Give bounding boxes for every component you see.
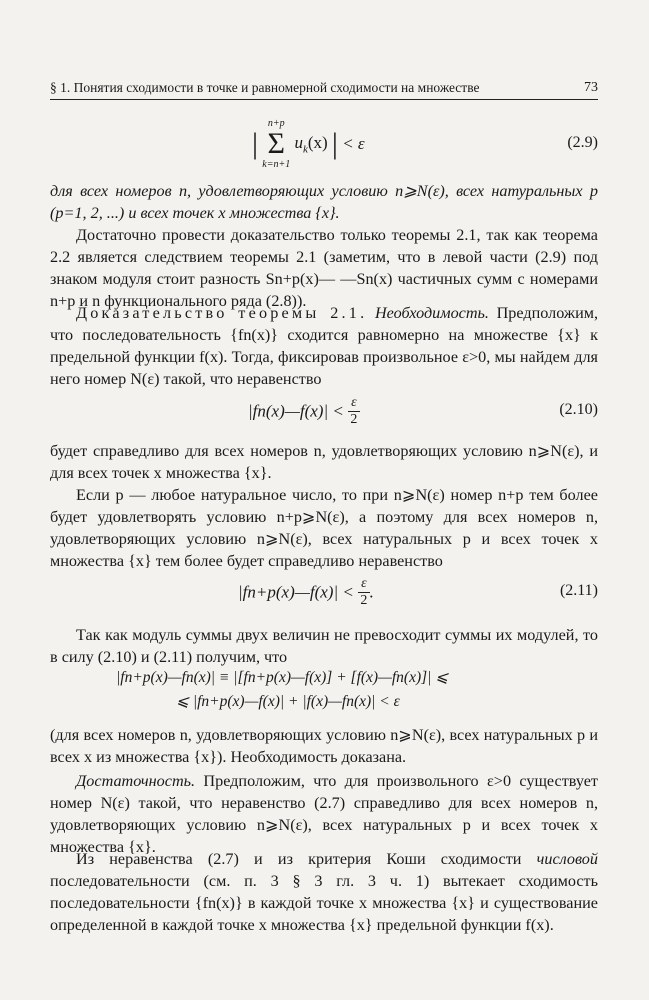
- equation-2-11: |fn+p(x)—f(x)| < $\frac{\varepsilon}{2}$ . (2.11): [238, 576, 598, 608]
- paragraph-7: (для всех номеров n, удовлетворяющих условию n⩾N(ε), всех натуральных p и всех x из множества {x}). Необходимость доказана.: [50, 726, 598, 766]
- page-number: 73: [584, 80, 598, 95]
- equation-number: (2.11): [559, 582, 598, 599]
- paragraph-6: Так как модуль суммы двух величин не превосходит суммы их модулей, то в силу (2.10) и (2.11) получим, что: [50, 626, 598, 666]
- sum-operator: n+p Σ k=n+1: [262, 118, 291, 170]
- equation-2-10: |fn(x)—f(x)| < $\frac{\varepsilon}{2}$ (2.10): [248, 395, 598, 427]
- paragraph-8: Достаточность. Предположим, что для произвольного ε>0 существует номер N(ε) такой, что неравенство (2.7) справедливо для всех номеров n, удовлетворяющих условию n⩾N(ε), всех натуральных p и всех точек x множества {x}.: [50, 772, 598, 856]
- equation-number: (2.9): [567, 134, 598, 151]
- chain-line-1: |fn+p(x)—fn(x)| ≡ |[fn+p(x)—f(x)] + [f(x)—fn(x)]| ⩽: [116, 669, 449, 686]
- paragraph-2: Достаточно провести доказательство только теоремы 2.1, так как теорема 2.2 является следствием теоремы 2.1 (заметим, что в левой части (2.9) под знаком модуля стоит разность Sn+p(x)— —Sn(x) частичных сумм с номерами n+p и n функционального ряда (2.8)).: [50, 226, 598, 310]
- chain-line-2: ⩽ |fn+p(x)—f(x)| + |f(x)—fn(x)| < ε: [176, 693, 400, 710]
- fraction: $\frac{\varepsilon}{2}$: [348, 395, 360, 428]
- paragraph-9: Из неравенства (2.7) и из критерия Коши сходимости числовой последовательности (см. п. 3 § 3 гл. 3 ч. 1) вытекает сходимость последовательности {fn(x)} в каждой точке x множества {x} и существование определенной в каждой точке x множества {x} предельной функции f(x).: [50, 850, 598, 934]
- equation-2-9: | n+p Σ k=n+1 $u_k(x)$ | < ε (2.9): [252, 118, 598, 170]
- fraction: $\frac{\varepsilon}{2}$: [358, 576, 370, 609]
- header-title: § 1. Понятия сходимости в точке и равномерной сходимости на множестве: [50, 80, 480, 95]
- paragraph-5: Если p — любое натуральное число, то при n⩾N(ε) номер n+p тем более будет удовлетворять условию n+p⩾N(ε), а поэтому для всех номеров n, удовлетворяющих условию n⩾N(ε), всех натуральных p и всех точек x множества {x} тем более будет справедливо неравенство: [50, 486, 598, 570]
- equation-chain: [50, 668, 598, 718]
- paragraph-4: будет справедливо для всех номеров n, удовлетворяющих условию n⩾N(ε), и для всех точек x множества {x}.: [50, 442, 598, 482]
- equation-number: (2.10): [559, 401, 598, 418]
- paragraph-3: Доказательство теоремы 2.1. Необходимость. Предположим, что последовательность {fn(x)} сходится равномерно на множестве {x} к предельной функции f(x). Тогда, фиксировав произвольное ε>0, мы найдем для него номер N(ε) такой, что неравенство: [50, 304, 599, 388]
- paragraph-1: для всех номеров n, удовлетворяющих условию n⩾N(ε), всех натуральных p (p=1, 2, ...) и всех точек x множества {x}.: [50, 182, 598, 222]
- running-header: [50, 80, 598, 100]
